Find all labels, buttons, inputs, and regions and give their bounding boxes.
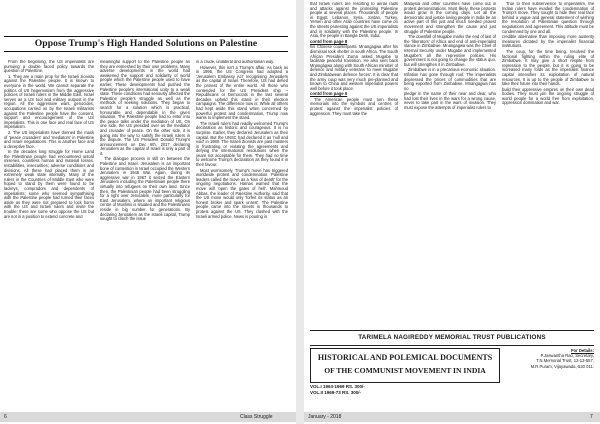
ad-book-title-line-2: OF THE COMMUNIST MOVEMENT IN INDIA: [324, 366, 486, 375]
paragraph: In the decades long struggle for Home Land the Palestinian people had encountered untold miseries, countless human and material losses. Instabilities, insecurities; adverse conditions and divisions. All these had placed them in an extremely weak state internally. Many of the rulers in the Countries of Middle East who were hoped to stand by them were found to be lackeys, compradors and dependents of imperialists; some who seemed sympathising with the Palestine people had turned their faces aside as they were not prepared to lock horns with the US and Israeli rulers and invite the trouble; there are some who oppose the US but are not in a position to extend concrete and: [4, 149, 94, 219]
ad-contact-line: M.R.Puram, Vijayawada,-520 011.: [530, 363, 594, 369]
paragraph: The downfall of Mugabe marks the end of last of the 'liberators' of Africa and end of anti-imperialist stance in Zimbabwe. Mnangagwa was the Chief of Internal Security under Mugabe and implemented Mugabe's all the repressive policies. His government is not going to change the status quo, but will strengthen it in Zimbabwe.: [404, 34, 496, 67]
ad-volume-1: VOL.I 1963-1969 RS. 300/-: [310, 384, 365, 389]
left-footer: [0, 412, 296, 422]
left-column-3: [196, 60, 288, 406]
right-column-3: [502, 2, 594, 328]
continued-label: contd from page 8: [310, 38, 348, 44]
paragraph: The dialogue process is still on between the Palestine and Israel. Jerusalem is an important bone of contention in Israel occupied the Western Jerusalem in 1948 War. Again, during its aggressive war in 1967 it seized the Eastern Jerusalem including the Palestinian people there virtually into refugees on their own land. Since then, the Palestinian people had been struggling for a right over Jerusalem, more particularly for East Jerusalem, where an important religious centre of Muslims is situated and the Palestinians reside in big number for generations. By declaring Jerusalem as the Israeli capital, Trump sought to clinch the issue: [100, 156, 190, 222]
paragraph: The Israeli rulers had readily welcomed Trump's declaration as historic and courageous. It is no surprise. Earlier, they declared Jerusalem as their capital. But the UNSC had declared it as 'null and void' in 1980. The Israeli Zionists are past masters in frustrating or violating the agreements and defying the international resolutions when the yeare not acceptable for them. They had no time to welcome Trump's declaration as they found it in their favour.: [196, 120, 288, 168]
right-page: [304, 0, 600, 424]
left-column-1: [4, 60, 94, 406]
ad-volumes: [310, 384, 365, 395]
paragraph: 2. The US imperialists have donned the mask of 'peace crusaders' and 'mediators' in Palestine and Israel negotiations. This is another face and a deceptive face.: [4, 129, 94, 149]
issue-date: January - 2018: [308, 414, 342, 420]
page-number: 7: [590, 414, 593, 420]
headline-box: [4, 36, 288, 52]
publication-ad: [310, 330, 594, 410]
page-gutter: [296, 0, 304, 424]
ad-title: TARIMELA NAGIREDDY MEMORIAL TRUST PUBLICATIONS: [310, 330, 594, 346]
ad-book-title-box: [310, 348, 500, 383]
paragraph: True to their subservience to imperialism, the Indian rulers have evaded the condemnation of Trump's move. They sought to hide their real face behind a vague and general statement of wishing the resolution of Palestinian question through negotiations and agreement. This attitude must be condemned by one and all.: [502, 2, 594, 34]
ad-volume-2: VOL.II 1969-73 RS. 300/-: [310, 389, 362, 395]
right-footer: [304, 412, 600, 422]
right-column-2: [404, 2, 496, 328]
paragraph: that Israeli rulers are resorting to aerial raids and attacks against the protesting Palestine people at several places. Thousands of people in Egypt, Lebanon, Syria, Jordan, Turkey, Yemen and other Arab countries have come on the streets protesting against the US imperialists and in solidarity with the Palestine people. In Asia, the people in Bangla Desh, India,: [310, 2, 398, 39]
paragraph: Malaysia and other countries have come out in protest demonstrations. Most likely, these protests would grow in the coming days. Let all the democratic and justice loving people in India be an active part of this just and much needed protest movement and strengthen the cause and just struggle of Palestine people.: [404, 2, 496, 34]
paragraph: meaningful support to the Palestine people as they are enmeshed by their own problems. Many adverse developments in the world had weakened the support and solidarity of world people which the Palestine people used to have earlier. These developments had pushed the Palestine people's international unity to a weak state. These conditions had seriously affected the Palestine people's struggle as well as the methods of seeking solutions. They began to search for a solution which is practical, honourable and dependable in the given situation. The Palestine people had to enter into the peace talks under the mediation of US. On one side, the US presided over as the mediator and crusader of peace. On the other side, it is going into the way to satisfy the Israeli rulers in the dispute. The US President Donald Trump's announcement on Dec 6th, 2017 declaring Jerusalem as the capital of Israel is only a part of it.: [100, 60, 190, 156]
paragraph: in a crude, unilateral and authoritarian way.: [196, 60, 274, 64]
continued-label: contd from page 6: [310, 91, 348, 97]
paragraph: The coup, for the time being, resolved the factional fighting within the ruling elite of Zimbabwe. It may give a short respite from repression to the people, but it is going to be increased many folds as the imperialist finance capital intensifies its exploitation of natural resources. It is up to the people of Zimbabwe to take their future into their hands.: [502, 48, 594, 87]
left-column-2: [100, 60, 190, 406]
paragraph: credible alternative than imposing more austerity measures dictated by the imperialist financial institutions.: [502, 34, 594, 49]
publication-name: Class Struggle: [240, 414, 273, 420]
article-headline: Oppose Trump's High Handed Solutions on Palestine: [34, 38, 258, 49]
paragraph: From the beginning, the US imperialists are pursuing a double faced policy towards the question of Palestine.: [4, 60, 94, 74]
ad-contact-line: P.Jaswantha Rao, Secretary,: [540, 353, 594, 359]
paragraph: Zimbabwe is in a precarious economic situation. Inflation has gone through roof. The imperialists depressed the prices of commodities that are being exported from Zimbabwe. Mnangagwa has no: [404, 67, 496, 91]
paragraph: However, this isn't a Trump's affair. As back as in 1995, the US Congress had adopted a 'Jerusalem Embassy Act' recognising Jerusalem as the capital of Israel. Therefore, US had defied the protest of the entire world. All those who contended for the US President ship – Republicans or Democrats in the last several decades upheld this stand in their election campaigns. The difference now is: While all others had kept aside this stand when concerned by powerful protest and condemnation, Trump now wants to implement the stand.: [196, 64, 288, 121]
paragraph: build their oppressive empires on their own dead bodies. They must join the ongoing struggle of world people for a world free from exploitation, oppression domination and war.: [502, 86, 594, 106]
ad-contact-heading: For Details:: [570, 348, 594, 353]
ad-book-title-line-1: HISTORICAL AND POLEMICAL DOCUMENTS: [317, 353, 493, 362]
paragraph: pledge in the name of their near and dear, who had lost their lives in the wars for a wrong cause, never to take part in the wars of invasion. They must expose the attempts of imperialist rulers to: [404, 91, 496, 111]
paragraph: 1. They are a main prop for the Israeli zionists against the Palestine people. It is known to everyone in the world. We cannot separate the politics of US hegemonism from the aggressive policies of Israeli rulers in the Middle East. Israel serves as a US tool and military outpost in the region. All the aggressive wars, genocides, occupations carried on by the Israeli militarists against the Palestine people have the consent, support and encouragement of the US imperialists. This is one face and real face of US imperialism.: [4, 73, 94, 130]
paragraph: The American people must turn these memorials into the symbols and centres of protest against the imperialist policies of aggression. They must take the: [310, 96, 398, 116]
ad-contact: [502, 348, 594, 369]
right-column-1: [310, 2, 398, 328]
left-page: [0, 0, 296, 424]
page-number: 6: [4, 414, 7, 420]
ad-contact-line: T.N.Memorial Trust, 12-13-557,: [536, 358, 594, 364]
paragraph: Most worrisomely, Trump's move has triggered worldwide protest and condemnation. Palestine leaders called the move as a 'kiss of death' for the ongoing negotiations. Hamas warned that the move will 'open the gates of hell'. Mahmoud Abbas, the leader of Palestine Authority, said that the US move would only 'forfeit its status as an honest broker and spark unrest'. The Palestine people came into the streets in thousands to protest against the US. They clashed with the Israeli armed police. News is pouring in: [196, 167, 288, 219]
paragraph: his Chinese counterparts. Mnangagwa after his dismissal took shelter in south Africa. The South African President Zuma asked Mugabe to facilitate peaceful transition. He also sent back Mnangagwa along with South African minister of defence and military veterans 'to meet Mugabe and Zimbabwean defence forces'. It is clear that the army coup was very much pre-planned and known to China and western imperialist powers well before it took place.: [310, 44, 398, 91]
